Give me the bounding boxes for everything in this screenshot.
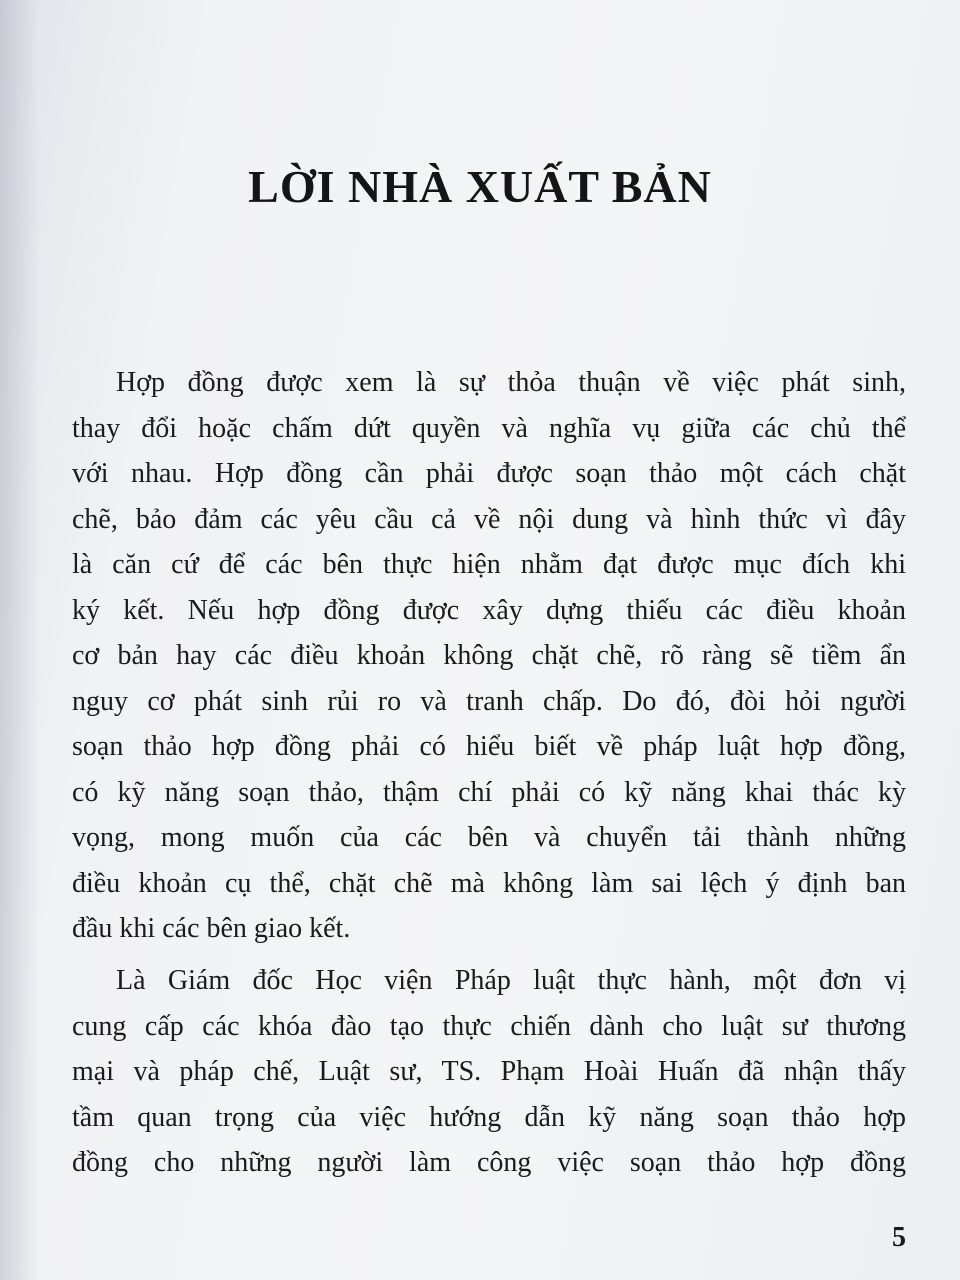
- text-line: tầm quan trọng của việc hướng dẫn kỹ năng soạn thảo hợp: [72, 1101, 906, 1133]
- text-line: là căn cứ để các bên thực hiện nhằm đạt được mục đích khi: [72, 549, 906, 580]
- text-line: nguy cơ phát sinh rủi ro và tranh chấp. Do đó, đòi hỏi người: [72, 685, 906, 717]
- text-line: đầu khi các bên giao kết.: [72, 913, 351, 944]
- paragraph-1: [72, 360, 906, 952]
- text-line: cơ bản hay các điều khoản không chặt chẽ, rõ ràng sẽ tiềm ẩn: [72, 640, 906, 671]
- text-line: với nhau. Hợp đồng cần phải được soạn thảo một cách chặt: [72, 458, 906, 489]
- text-line: Hợp đồng được xem là sự thỏa thuận về việc phát sinh,: [116, 367, 906, 398]
- text-line: đồng cho những người làm công việc soạn thảo hợp đồng: [72, 1147, 906, 1178]
- text-line: có kỹ năng soạn thảo, thậm chí phải có kỹ năng khai thác kỳ: [72, 776, 906, 808]
- text-line: thay đổi hoặc chấm dứt quyền và nghĩa vụ giữa các chủ thể: [72, 412, 906, 444]
- text-line: chẽ, bảo đảm các yêu cầu cả về nội dung và hình thức vì đây: [72, 503, 906, 535]
- page-number: 5: [892, 1222, 906, 1253]
- text-line: vọng, mong muốn của các bên và chuyển tải thành những: [72, 822, 906, 853]
- text-line: mại và pháp chế, Luật sư, TS. Phạm Hoài Huấn đã nhận thấy: [72, 1056, 906, 1087]
- text-line: ký kết. Nếu hợp đồng được xây dựng thiếu các điều khoản: [72, 594, 906, 626]
- paragraph-2: [72, 958, 906, 1186]
- text-line: điều khoản cụ thể, chặt chẽ mà không làm sai lệch ý định ban: [72, 867, 906, 899]
- page-title: LỜI NHÀ XUẤT BẢN: [248, 161, 712, 212]
- text-line: Là Giám đốc Học viện Pháp luật thực hành, một đơn vị: [116, 965, 906, 996]
- text-line: soạn thảo hợp đồng phải có hiểu biết về pháp luật hợp đồng,: [72, 731, 906, 762]
- text-line: cung cấp các khóa đào tạo thực chiến dành cho luật sư thương: [72, 1010, 906, 1042]
